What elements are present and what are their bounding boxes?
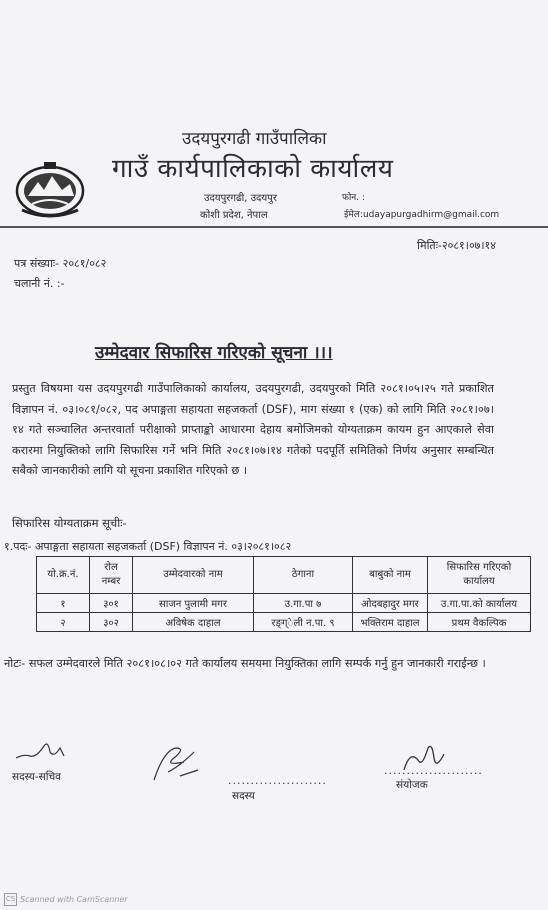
header-divider [0,226,548,228]
camscanner-logo-icon: CS [4,893,17,906]
member-label: सदस्य [232,790,255,802]
col-address-header: ठेगाना [254,557,353,594]
office-title: गाउँ कार्यपालिकाको कार्यालय [112,154,394,184]
email-address: udayapurgadhirm@gmail.com [362,210,500,220]
col-serial-header: यो.क्र.नं. [37,557,90,594]
scanner-text: Scanned with CamScanner [20,895,128,904]
government-emblem-icon [14,160,86,218]
cell-father: ओदबहादुर मगर [353,594,428,613]
table-row [37,594,531,613]
cell-serial: १ [37,594,90,613]
table-row [37,613,531,632]
recommendation-table [36,556,531,632]
coordinator-label: संयोजक [396,779,428,791]
member-signature-block [228,774,327,803]
member-signature [150,742,204,784]
email-label: ईमेल: [344,210,363,220]
phone-label: फोन. : [342,193,366,203]
note-text: नोटः- सफल उम्मेदवारले मिति २०८१।०८।०२ गते कार्यालय समयमा नियुक्तिका लागि सम्पर्क गर्नु हुन जानकारी गराईन्छ । [4,657,486,670]
col-candidate-header: उम्मेदवारको नाम [133,557,254,594]
secretary-signature [14,736,74,764]
secretary-signature-block [12,770,61,784]
col-roll-header: रोल नम्बर [90,557,133,594]
coordinator-signature-block [396,778,428,792]
document-date: मितिः-२०८१।०७।१४ [417,239,496,252]
post-advertisement-line: १.पदः- अपाङ्गता सहायता सहजकर्ता (DSF) विज्ञापन नं. ०३।२०८१।०८२ [4,540,292,553]
notice-heading: उम्मेदवार सिफारिस गरिएको सूचना ।।। [95,343,333,363]
table-header-row [37,557,531,594]
municipality-name: उदयपुरगढी गाउँपालिका [182,129,327,149]
address-line-2: कोशी प्रदेश, नेपाल [200,210,268,221]
coordinator-signature-line: ...................... [384,764,483,777]
cell-address: रङ्ग्ेली न.पा. ९ [254,613,353,632]
member-signature-line: ...................... [228,774,327,787]
dispatch-number: चलानी नं. :- [14,277,65,290]
cell-address: उ.गा.पा ७ [254,594,353,613]
cell-serial: २ [37,613,90,632]
cell-office: प्रथम वैकल्पिक [428,613,531,632]
address-line-1: उदयपुरगढी, उदयपुर [204,193,277,204]
cell-office: उ.गा.पा.को कार्यालय [428,594,531,613]
email-line [344,207,499,220]
recommendation-list-title: सिफारिस योग्यताक्रम सूचीः- [12,516,127,530]
secretary-label: सदस्य-सचिव [12,771,61,783]
col-father-header: बाबुको नाम [353,557,428,594]
cell-candidate: अविषेक दाहाल [133,613,254,632]
cell-roll: ३०२ [90,613,133,632]
cell-roll: ३०१ [90,594,133,613]
scanner-watermark [4,893,128,906]
notice-body: प्रस्तुत विषयमा यस उदयपुरगढी गाउँपालिकाको कार्यालय, उदयपुरगढी, उदयपुरको मिति २०८१।०५।२५ गते प्रकाशित विज्ञापन नं. ०३।०८१/०८२, पद अपाङ्गता सहायता सहजकर्ता (DSF), माग संख्या १ (एक) को लागि मिति २०८१।०७।१४ गते सञ्चालित अन्तरवार्ता परीक्षाको प्राप्ताङ्को आधारमा देहाय बमोजिमको योग्यताक्रम कायम हुन आएकाले सेवा करारमा नियुक्तिको लागि सिफारिस गर्ने भनि मिति २०८१।०७।१४ गतेको पदपूर्ति समितिको निर्णय अनुसार सम्बन्धित सबैको जानकारीको लागि यो सूचना प्रकाशित गरिएको छ । [12,382,494,477]
letter-number: पत्र संख्याः- २०८१/०८२ [14,257,107,270]
cell-candidate: साजन पुलामी मगर [133,594,254,613]
cell-father: भक्तिराम दाहाल [353,613,428,632]
col-office-header: सिफारिस गरिएको कार्यालय [428,557,531,594]
